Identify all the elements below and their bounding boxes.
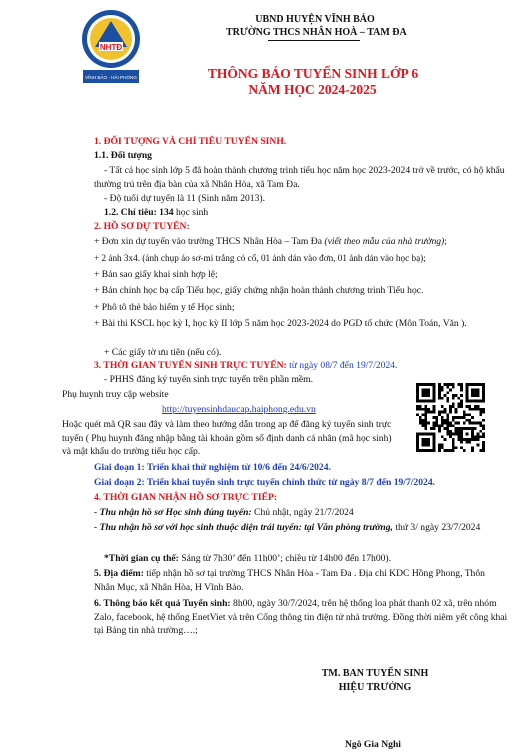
section-1-target-text: - Tất cả học sinh lớp 5 đã hoàn thành chương trình tiểu học năm học 2023-2024 trở về trước, có hộ khẩu thường trú trên địa bàn của xã Nhân Hòa, xã Tam Đa. <box>94 165 505 190</box>
section-2-heading: 2. HỒ SƠ DỰ TUYỂN: <box>94 221 190 232</box>
document-item-7: + Các giấy tờ ưu tiên (nếu có). <box>104 347 222 358</box>
phase-1-text: Giai đoạn 1: Triển khai thử nghiệm từ 10/6 đến 24/6/2024. <box>94 462 331 473</box>
qr-instruction-text: Hoặc quét mã QR sau đây và làm theo hướng dẫn trong ap để đăng ký tuyển sinh trực tuyến ( Phụ huynh đăng nhập bằng tài khoản gồm số định danh cá nhân (mã học sinh) và mật khẩu do trường tiểu học cấp. <box>62 419 392 457</box>
enrollment-website-link[interactable]: http://tuyensinhdaucap.haiphong.edu.vn <box>162 404 316 415</box>
document-item-4: + Bản chính học bạ cấp Tiểu học, giấy chứng nhận hoàn thành chương trình Tiểu học. <box>94 285 424 296</box>
document-item-3: + Bản sao giấy khai sinh hợp lệ; <box>94 269 218 280</box>
logo-bottom-text: VĨNH BẢO - HẢI PHÒNG <box>85 75 137 80</box>
section-5-location: 5. Địa điểm: tiếp nhận hồ sơ tại trường THCS Nhân Hòa - Tam Đa . Địa chỉ KDC Hồng Phong, Thôn Nhân Mục, xã Nhân Hòa, H Vĩnh Bảo. <box>94 568 485 593</box>
off-route-submission: - Thu nhận hồ sơ với học sinh thuộc diện trái tuyến: tại Văn phòng trường, thứ 3/ ngày 23/7/2024 <box>94 522 481 533</box>
signature-committee: TM. BAN TUYỂN SINH <box>321 668 429 679</box>
document-item-1: + Đơn xin dự tuyển vào trường THCS Nhân Hòa – Tam Đa (viết theo mẫu của nhà trường); <box>94 236 447 247</box>
document-item-5: + Phô tô thẻ bảo hiểm y tế Học sinh; <box>94 302 235 313</box>
header-divider <box>268 40 360 41</box>
logo-center-text: NHTĐ <box>99 43 123 52</box>
section-6-results: 6. Thông báo kết quả Tuyển sinh: 8h00, ngày 30/7/2024, trên hệ thống loa phát thanh 02 xã, trên nhóm Zalo, facebook, hệ thống EnetViet và trên Cổng thông tin điện tử nhà trường. Đồng thời niêm yết công khai tại Bảng tin nhà trường….; <box>94 598 508 636</box>
quota-label: 1.2. Chỉ tiêu: <box>104 207 157 218</box>
section-4-heading: 4. THỜI GIAN NHẬN HỒ SƠ TRỰC TIẾP: <box>94 492 278 503</box>
qr-code-icon[interactable] <box>416 383 485 452</box>
section-3-online-text: - PHHS đăng ký tuyển sinh trực tuyến trên phần mềm. <box>104 374 314 385</box>
authority-name: UBND HUYỆN VĨNH BẢO <box>255 14 375 25</box>
office-hours: *Thời gian cụ thể: Sáng từ 7h30’ đến 11h00’; chiều từ 14h00 đến 17h00). <box>104 553 392 564</box>
school-year: NĂM HỌC 2024-2025 <box>248 82 377 97</box>
document-item-2: + 2 ảnh 3x4. (ảnh chụp áo sơ-mi trắng có cổ, 01 ảnh dán vào đơn, 01 ảnh dán vào học bạ); <box>94 253 426 263</box>
website-label: Phụ huynh truy cập website <box>62 389 169 400</box>
phase-2-text: Giai đoạn 2: Triển khai tuyển sinh trực tuyến chính thức từ ngày 8/7 đến 19/7/2024. <box>94 477 436 488</box>
signer-name: Ngô Gia Nghi <box>345 739 401 750</box>
section-1-1-heading: 1.1. Đối tượng <box>94 150 152 161</box>
quota-value: 134 <box>159 207 174 218</box>
school-name: TRƯỜNG THCS NHÂN HOÀ – TAM ĐA <box>226 27 407 38</box>
on-route-submission: - Thu nhận hồ sơ Học sinh đúng tuyến: Chủ nhật, ngày 21/7/2024 <box>94 507 354 518</box>
document-item-6: + Bài thi KSCL học kỳ I, học kỳ II lớp 5 năm học 2023-2024 do PGD tổ chức (Môn Toán, Văn ). <box>94 318 467 329</box>
notice-title: THÔNG BÁO TUYỂN SINH LỚP 6 <box>207 66 419 81</box>
school-logo-icon <box>77 9 145 93</box>
section-1-heading: 1. ĐỐI TƯỢNG VÀ CHỈ TIÊU TUYỂN SINH. <box>94 136 287 147</box>
section-1-age-text: - Độ tuổi dự tuyển là 11 (Sinh năm 2013). <box>104 193 265 204</box>
quota-unit: học sinh <box>175 207 209 218</box>
signature-title: HIỆU TRƯỞNG <box>338 682 412 693</box>
section-3-heading: 3. THỜI GIAN TUYỂN SINH TRỰC TUYẾN: từ ngày 08/7 đến 19/7/2024. <box>94 360 398 371</box>
section-1-quota <box>104 207 208 219</box>
